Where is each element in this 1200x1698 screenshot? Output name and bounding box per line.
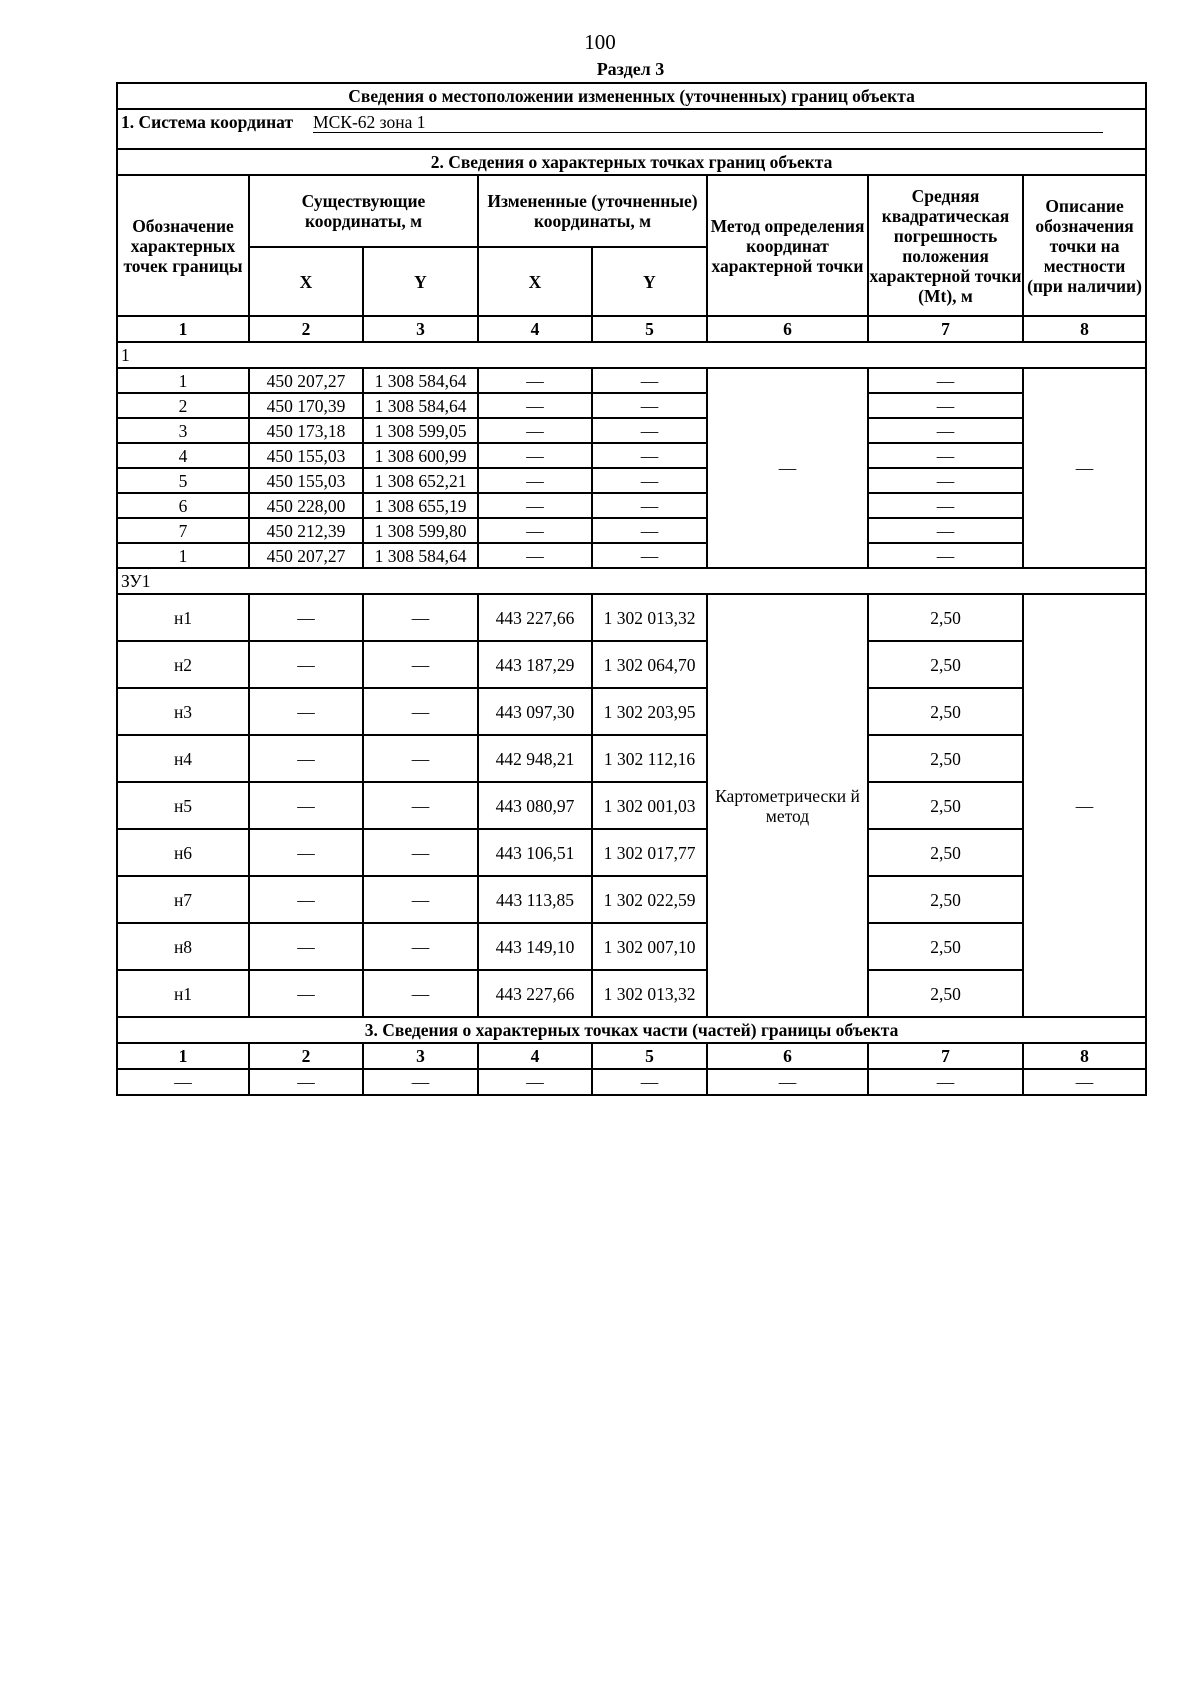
table-row: [117, 418, 1146, 443]
existing-y: —: [363, 782, 478, 829]
mean-error: 2,50: [868, 970, 1023, 1017]
part3-value: —: [868, 1069, 1023, 1095]
mean-error: 2,50: [868, 876, 1023, 923]
description-cell: —: [1023, 368, 1146, 568]
part3-values-row: [117, 1069, 1146, 1095]
header-changed-y: Y: [592, 247, 707, 316]
changed-x: 443 106,51: [478, 829, 592, 876]
point-id: 5: [117, 468, 249, 493]
table-row: [117, 443, 1146, 468]
mean-error: —: [868, 418, 1023, 443]
table-row: [117, 829, 1146, 876]
part3-row: [117, 1017, 1146, 1043]
changed-y: 1 302 022,59: [592, 876, 707, 923]
column-number: 3: [363, 1043, 478, 1069]
section-title: Раздел 3: [596, 59, 665, 79]
existing-x: —: [249, 735, 363, 782]
group-row: [117, 342, 1146, 368]
existing-x: 450 155,03: [249, 443, 363, 468]
table-row: [117, 782, 1146, 829]
table-row: [117, 468, 1146, 493]
table-row: [117, 493, 1146, 518]
existing-x: 450 155,03: [249, 468, 363, 493]
part3-value: —: [117, 1069, 249, 1095]
changed-x: 443 149,10: [478, 923, 592, 970]
point-id: н6: [117, 829, 249, 876]
table-row: [117, 876, 1146, 923]
existing-y: —: [363, 876, 478, 923]
part3-value: —: [707, 1069, 868, 1095]
changed-x: 443 080,97: [478, 782, 592, 829]
changed-y: 1 302 013,32: [592, 594, 707, 641]
changed-x: 443 113,85: [478, 876, 592, 923]
mean-error: 2,50: [868, 923, 1023, 970]
part3-value: —: [592, 1069, 707, 1095]
existing-x: —: [249, 594, 363, 641]
point-id: 6: [117, 493, 249, 518]
column-number: 6: [707, 1043, 868, 1069]
changed-y: —: [592, 518, 707, 543]
table-row: [117, 970, 1146, 1017]
mean-error: 2,50: [868, 688, 1023, 735]
existing-y: —: [363, 735, 478, 782]
point-id: н8: [117, 923, 249, 970]
table-row: [117, 393, 1146, 418]
table-row: [117, 543, 1146, 568]
point-id: н7: [117, 876, 249, 923]
changed-y: —: [592, 543, 707, 568]
header-point: Обозначение характерных точек границы: [117, 175, 249, 316]
mean-error: —: [868, 393, 1023, 418]
column-number: 6: [707, 316, 868, 342]
existing-y: 1 308 600,99: [363, 443, 478, 468]
existing-x: 450 207,27: [249, 368, 363, 393]
point-id: н4: [117, 735, 249, 782]
changed-y: 1 302 017,77: [592, 829, 707, 876]
column-number: 7: [868, 1043, 1023, 1069]
column-number: 8: [1023, 316, 1146, 342]
mean-error: —: [868, 543, 1023, 568]
changed-x: 443 097,30: [478, 688, 592, 735]
header-existing: Существующие координаты, м: [249, 175, 478, 247]
mean-error: —: [868, 368, 1023, 393]
existing-x: —: [249, 688, 363, 735]
changed-y: 1 302 112,16: [592, 735, 707, 782]
changed-x: —: [478, 393, 592, 418]
group-row: [117, 568, 1146, 594]
point-id: н5: [117, 782, 249, 829]
table-row: [117, 923, 1146, 970]
mean-error: 2,50: [868, 829, 1023, 876]
existing-y: —: [363, 688, 478, 735]
changed-y: —: [592, 443, 707, 468]
table-row: [117, 641, 1146, 688]
existing-y: 1 308 599,80: [363, 518, 478, 543]
table-title: Сведения о местоположении измененных (уточненных) границ объекта: [117, 83, 1146, 109]
mean-error: —: [868, 443, 1023, 468]
mean-error: 2,50: [868, 594, 1023, 641]
changed-x: 443 187,29: [478, 641, 592, 688]
table-row: [117, 518, 1146, 543]
changed-y: 1 302 001,03: [592, 782, 707, 829]
header-existing-y: Y: [363, 247, 478, 316]
column-number: 4: [478, 1043, 592, 1069]
method-cell: Картометрически й метод: [707, 594, 868, 1017]
column-number: 1: [117, 1043, 249, 1069]
table-row: [117, 688, 1146, 735]
column-number: 3: [363, 316, 478, 342]
table-row: [117, 368, 1146, 393]
changed-x: —: [478, 468, 592, 493]
changed-y: 1 302 013,32: [592, 970, 707, 1017]
mean-error: —: [868, 468, 1023, 493]
column-number: 8: [1023, 1043, 1146, 1069]
page-number: 100: [584, 30, 616, 54]
part3-value: —: [478, 1069, 592, 1095]
mean-error: —: [868, 493, 1023, 518]
existing-y: —: [363, 923, 478, 970]
existing-y: 1 308 584,64: [363, 543, 478, 568]
point-id: н2: [117, 641, 249, 688]
changed-y: —: [592, 393, 707, 418]
changed-x: 443 227,66: [478, 970, 592, 1017]
existing-x: —: [249, 829, 363, 876]
part3-value: —: [363, 1069, 478, 1095]
header-changed: Измененные (уточненные) координаты, м: [478, 175, 707, 247]
point-id: н1: [117, 970, 249, 1017]
coord-system-row: [117, 109, 1146, 149]
point-id: 7: [117, 518, 249, 543]
point-id: н3: [117, 688, 249, 735]
changed-x: 443 227,66: [478, 594, 592, 641]
coord-system-value: МСК-62 зона 1: [313, 112, 1103, 133]
existing-y: 1 308 584,64: [363, 368, 478, 393]
point-id: 1: [117, 368, 249, 393]
part3-value: —: [249, 1069, 363, 1095]
table-row: [117, 594, 1146, 641]
changed-y: —: [592, 368, 707, 393]
existing-x: 450 173,18: [249, 418, 363, 443]
column-number: 4: [478, 316, 592, 342]
changed-x: —: [478, 443, 592, 468]
group-name: ЗУ1: [117, 568, 1146, 594]
header-description: Описание обозначения точки на местности (при наличии): [1023, 175, 1146, 316]
changed-x: —: [478, 418, 592, 443]
part3-title: 3. Сведения о характерных точках части (частей) границы объекта: [117, 1017, 1146, 1043]
mean-error: —: [868, 518, 1023, 543]
existing-y: 1 308 652,21: [363, 468, 478, 493]
boundary-points-table: [116, 82, 1147, 1096]
point-id: 3: [117, 418, 249, 443]
changed-x: 442 948,21: [478, 735, 592, 782]
existing-x: —: [249, 923, 363, 970]
changed-y: 1 302 064,70: [592, 641, 707, 688]
changed-y: 1 302 203,95: [592, 688, 707, 735]
changed-x: —: [478, 543, 592, 568]
table-row: [117, 735, 1146, 782]
changed-x: —: [478, 493, 592, 518]
changed-y: —: [592, 493, 707, 518]
existing-x: —: [249, 876, 363, 923]
point-id: 4: [117, 443, 249, 468]
column-number: 7: [868, 316, 1023, 342]
changed-x: —: [478, 368, 592, 393]
column-number: 2: [249, 1043, 363, 1069]
part2-title: 2. Сведения о характерных точках границ объекта: [117, 149, 1146, 175]
point-id: н1: [117, 594, 249, 641]
point-id: 1: [117, 543, 249, 568]
description-cell: —: [1023, 594, 1146, 1017]
existing-y: 1 308 655,19: [363, 493, 478, 518]
header-error: Средняя квадратическая погрешность положения характерной точки (Mt), м: [868, 175, 1023, 316]
existing-x: —: [249, 641, 363, 688]
part3-value: —: [1023, 1069, 1146, 1095]
existing-y: 1 308 584,64: [363, 393, 478, 418]
column-numbers-row: [117, 316, 1146, 342]
changed-y: 1 302 007,10: [592, 923, 707, 970]
header-existing-x: X: [249, 247, 363, 316]
column-number: 1: [117, 316, 249, 342]
part3-column-numbers: [117, 1043, 1146, 1069]
existing-y: —: [363, 970, 478, 1017]
existing-x: 450 207,27: [249, 543, 363, 568]
mean-error: 2,50: [868, 735, 1023, 782]
header-changed-x: X: [478, 247, 592, 316]
existing-y: 1 308 599,05: [363, 418, 478, 443]
mean-error: 2,50: [868, 782, 1023, 829]
existing-y: —: [363, 829, 478, 876]
existing-x: 450 170,39: [249, 393, 363, 418]
column-number: 5: [592, 1043, 707, 1069]
existing-y: —: [363, 641, 478, 688]
mean-error: 2,50: [868, 641, 1023, 688]
method-cell: —: [707, 368, 868, 568]
column-number: 5: [592, 316, 707, 342]
changed-x: —: [478, 518, 592, 543]
changed-y: —: [592, 418, 707, 443]
column-number: 2: [249, 316, 363, 342]
existing-x: —: [249, 782, 363, 829]
point-id: 2: [117, 393, 249, 418]
group-name: 1: [117, 342, 1146, 368]
existing-x: 450 228,00: [249, 493, 363, 518]
existing-x: —: [249, 970, 363, 1017]
existing-y: —: [363, 594, 478, 641]
header-method: Метод определения координат характерной точки: [707, 175, 868, 316]
coord-system-label: 1. Система координат: [121, 112, 294, 132]
changed-y: —: [592, 468, 707, 493]
existing-x: 450 212,39: [249, 518, 363, 543]
